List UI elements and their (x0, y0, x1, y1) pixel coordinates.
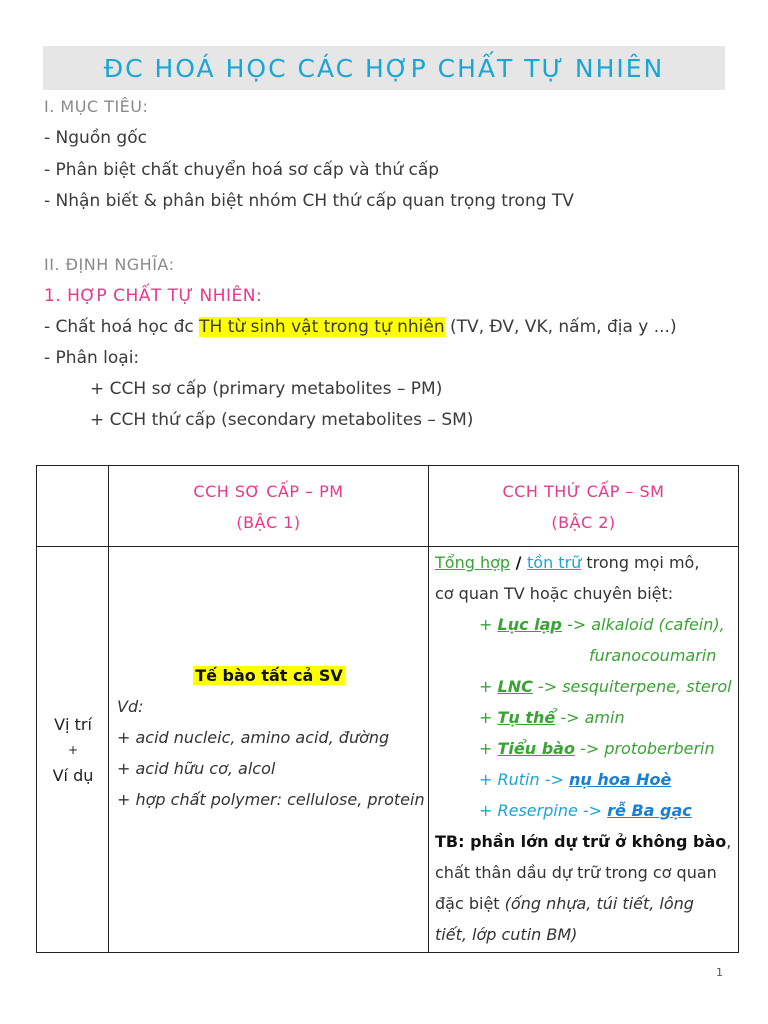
section-heading-objectives: I. MỤC TIÊU: (44, 97, 149, 116)
sm-item-arrow: -> (561, 615, 592, 634)
sm-reserpine-prefix: + Reserpine -> (479, 801, 603, 820)
sm-reserpine-value: rễ Ba gạc (607, 801, 692, 820)
sm-item-key: LNC (497, 677, 533, 696)
sm-reserpine-item (479, 795, 692, 826)
sm-item-value: amin (584, 708, 625, 727)
pm-example-item: + hợp chất polymer: cellulose, protein (117, 790, 425, 809)
sm-intro-line2: cơ quan TV hoặc chuyên biệt: (435, 584, 674, 603)
page-title: ĐC HOÁ HỌC CÁC HỢP CHẤT TỰ NHIÊN (103, 53, 665, 83)
pm-cell (109, 547, 429, 952)
sm-intro-synthesis: Tổng hợp (435, 553, 511, 572)
sm-intro-rest: trong mọi mô, (581, 553, 700, 572)
pm-cell-title (109, 663, 429, 689)
comparison-table (36, 465, 739, 953)
sm-rutin-item (479, 764, 671, 795)
sm-item-value: protoberberin (604, 739, 715, 758)
header-sm-level: (BẬC 2) (551, 512, 616, 532)
sm-location-item-continued: furanocoumarin (589, 646, 717, 665)
classification-label: - Phân loại: (44, 348, 140, 368)
sm-storage-note-comma: , (726, 832, 732, 851)
sm-location-item (479, 609, 725, 640)
sm-intro-storage: tồn trữ (527, 553, 582, 572)
sm-item-arrow: -> (532, 677, 563, 696)
sm-storage-note-line3 (435, 888, 694, 919)
sm-cell (429, 547, 738, 952)
subheading-natural-compounds: 1. HỢP CHẤT TỰ NHIÊN: (44, 286, 263, 306)
sm-storage-note-bold: TB: phần lớn dự trữ ở không bào (435, 832, 727, 851)
sm-location-item (479, 733, 715, 764)
sm-item-arrow: -> (574, 739, 605, 758)
objective-item: - Nguồn gốc (44, 128, 147, 148)
header-sm-title: CCH THỨ CẤP – SM (502, 481, 665, 501)
sm-location-item (479, 671, 732, 702)
sm-storage-note-line4: tiết, lớp cutin BM) (435, 925, 578, 944)
pm-cell-title-text: Tế bào tất cả SV (195, 666, 343, 685)
sm-item-key: Tiểu bào (497, 739, 575, 758)
sm-intro-line (435, 547, 699, 578)
objective-item: - Phân biệt chất chuyển hoá sơ cấp và thứ cấp (44, 160, 440, 180)
sm-storage-note-normal: đặc biệt (435, 894, 505, 913)
row-label-example: Ví dụ (52, 765, 94, 785)
title-banner (43, 46, 725, 90)
header-pm-level: (BẬC 1) (236, 512, 301, 532)
sm-item-value: sesquiterpene, sterol (562, 677, 732, 696)
sm-storage-note (435, 826, 731, 857)
sm-item-key: Tụ thể (497, 708, 556, 727)
pm-example-label: Vd: (117, 697, 144, 716)
classification-item: + CCH thứ cấp (secondary metabolites – SM) (90, 410, 474, 430)
header-secondary-metabolites (429, 466, 738, 547)
sm-item-bullet: + (479, 739, 498, 758)
pm-example-item: + acid hữu cơ, alcol (117, 759, 276, 778)
sm-item-value: alkaloid (cafein), (591, 615, 725, 634)
sm-item-key: Lục lạp (497, 615, 562, 634)
sm-item-bullet: + (479, 615, 498, 634)
row-label-location: Vị trí (54, 714, 92, 734)
sm-item-bullet: + (479, 677, 498, 696)
sm-item-arrow: -> (555, 708, 585, 727)
sm-item-bullet: + (479, 708, 498, 727)
definition-prefix: - Chất hoá học đc (44, 317, 200, 337)
row-label-plus: + (67, 742, 79, 757)
sm-storage-note-italic: (ống nhựa, túi tiết, lông (504, 894, 694, 913)
header-primary-metabolites (109, 466, 428, 547)
definition-suffix: (TV, ĐV, VK, nấm, địa y ...) (444, 317, 677, 337)
objective-item: - Nhận biết & phân biệt nhóm CH thứ cấp quan trọng trong TV (44, 191, 574, 211)
section-heading-definition: II. ĐỊNH NGHĨA: (44, 255, 175, 274)
pm-example-item: + acid nucleic, amino acid, đường (117, 728, 390, 747)
definition-highlight: TH từ sinh vật trong tự nhiên (199, 317, 445, 337)
header-pm-title: CCH SƠ CẤP – PM (193, 481, 344, 501)
definition-line (44, 316, 677, 338)
page-number: 1 (716, 966, 723, 979)
classification-item: + CCH sơ cấp (primary metabolites – PM) (90, 379, 443, 399)
sm-rutin-prefix: + Rutin -> (479, 770, 564, 789)
pm-examples (117, 691, 425, 815)
sm-rutin-value: nụ hoa Hoè (568, 770, 672, 789)
row-label-location-example (37, 547, 109, 952)
sm-intro-separator: / (510, 553, 528, 572)
sm-storage-note-line2: chất thân dầu dự trữ trong cơ quan (435, 863, 717, 882)
sm-location-item (479, 702, 625, 733)
